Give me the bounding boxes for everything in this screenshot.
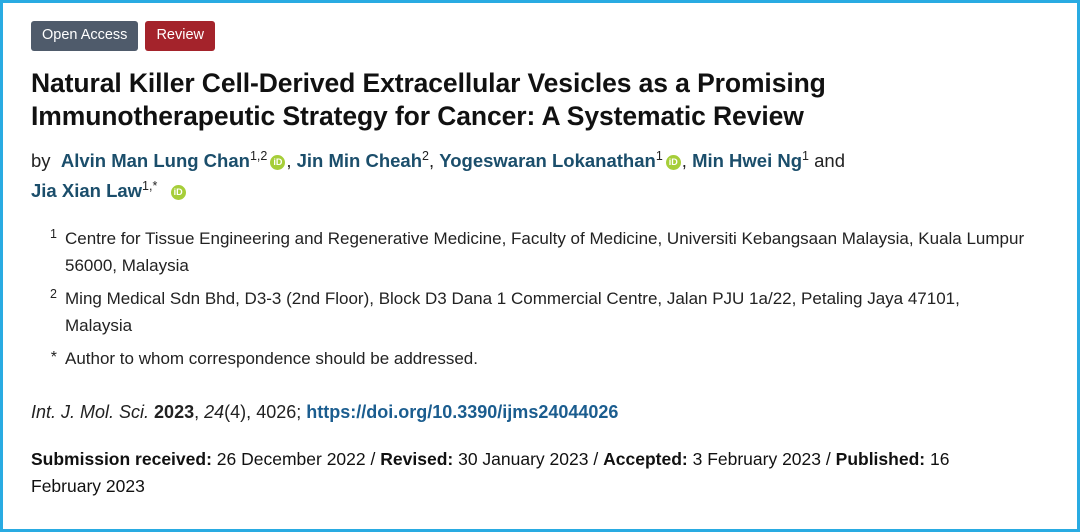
article-type-badge[interactable]: Review	[145, 21, 215, 51]
affiliation-marker: *	[50, 349, 57, 367]
history-separator: /	[370, 448, 376, 469]
page-title: Natural Killer Cell-Derived Extracellular Vesicles as a Promising Immunotherapeutic Strategy for Cancer: A Systematic Review	[31, 67, 826, 132]
author-link-5[interactable]: Jia Xian Law	[31, 180, 143, 202]
submission-received-date: 26 December 2022	[216, 448, 366, 469]
citation-article-number: 4026	[256, 401, 297, 422]
affiliation-marker: 2	[50, 286, 57, 301]
revised-label: Revised:	[380, 448, 454, 469]
accepted-label: Accepted:	[603, 448, 688, 469]
author-link-1[interactable]: Alvin Man Lung Chan	[60, 150, 250, 172]
accepted-date: 3 February 2023	[692, 448, 822, 469]
revised-date: 30 January 2023	[458, 448, 589, 469]
history-separator: /	[825, 448, 831, 469]
citation-comma-2: ,	[246, 401, 252, 422]
affiliation-marker: 1	[50, 226, 57, 241]
author-affil-marker-2: 2	[422, 149, 429, 164]
citation-volume: 24	[204, 401, 225, 422]
affiliation-text: Centre for Tissue Engineering and Regenerative Medicine, Faculty of Medicine, Universiti Kebangsaan Malaysia, Kuala Lumpur 56000, Malaysia	[65, 228, 1025, 275]
affiliation-item	[31, 345, 1047, 372]
author-affil-marker-4: 1	[802, 149, 809, 164]
publication-history	[31, 446, 971, 500]
byline-prefix: by	[31, 150, 51, 172]
byline-conjunction: and	[814, 150, 846, 172]
author-affil-marker-1: 1,2	[249, 149, 268, 164]
open-access-badge[interactable]: Open Access	[31, 21, 138, 51]
orcid-icon[interactable]	[666, 155, 681, 170]
author-separator-2: ,	[428, 150, 440, 172]
affiliation-list	[31, 225, 1047, 373]
orcid-icon[interactable]	[270, 155, 285, 170]
citation-journal: Int. J. Mol. Sci.	[31, 401, 150, 422]
author-separator-1: ,	[286, 150, 297, 172]
citation-line	[31, 399, 1047, 426]
citation-comma: ,	[194, 401, 200, 422]
history-separator: /	[593, 448, 599, 469]
affiliation-text: Ming Medical Sdn Bhd, D3-3 (2nd Floor), Block D3 Dana 1 Commercial Centre, Jalan PJU 1a/22, Petaling Jaya 47101, Malaysia	[65, 288, 960, 336]
author-byline	[31, 146, 961, 206]
citation-semicolon: ;	[296, 401, 302, 422]
author-affil-marker-3: 1	[655, 149, 663, 164]
author-link-4[interactable]: Min Hwei Ng	[692, 150, 803, 172]
published-label: Published:	[835, 448, 926, 469]
affiliation-text: Author to whom correspondence should be addressed.	[65, 349, 478, 369]
citation-issue: (4)	[224, 401, 247, 422]
citation-year: 2023	[154, 401, 195, 422]
author-link-2[interactable]: Jin Min Cheah	[296, 150, 423, 172]
affiliation-item	[31, 285, 1047, 339]
author-affil-marker-5: 1,*	[142, 179, 158, 194]
submission-received-label: Submission received:	[31, 448, 212, 469]
author-link-3[interactable]: Yogeswaran Lokanathan	[439, 150, 656, 172]
doi-link[interactable]: https://doi.org/10.3390/ijms24044026	[306, 401, 619, 422]
affiliation-item	[31, 225, 1047, 279]
published-date: 16 February 2023	[31, 448, 950, 496]
badge-row	[31, 21, 1047, 51]
author-separator-3: ,	[681, 150, 693, 172]
orcid-icon[interactable]	[171, 185, 186, 200]
